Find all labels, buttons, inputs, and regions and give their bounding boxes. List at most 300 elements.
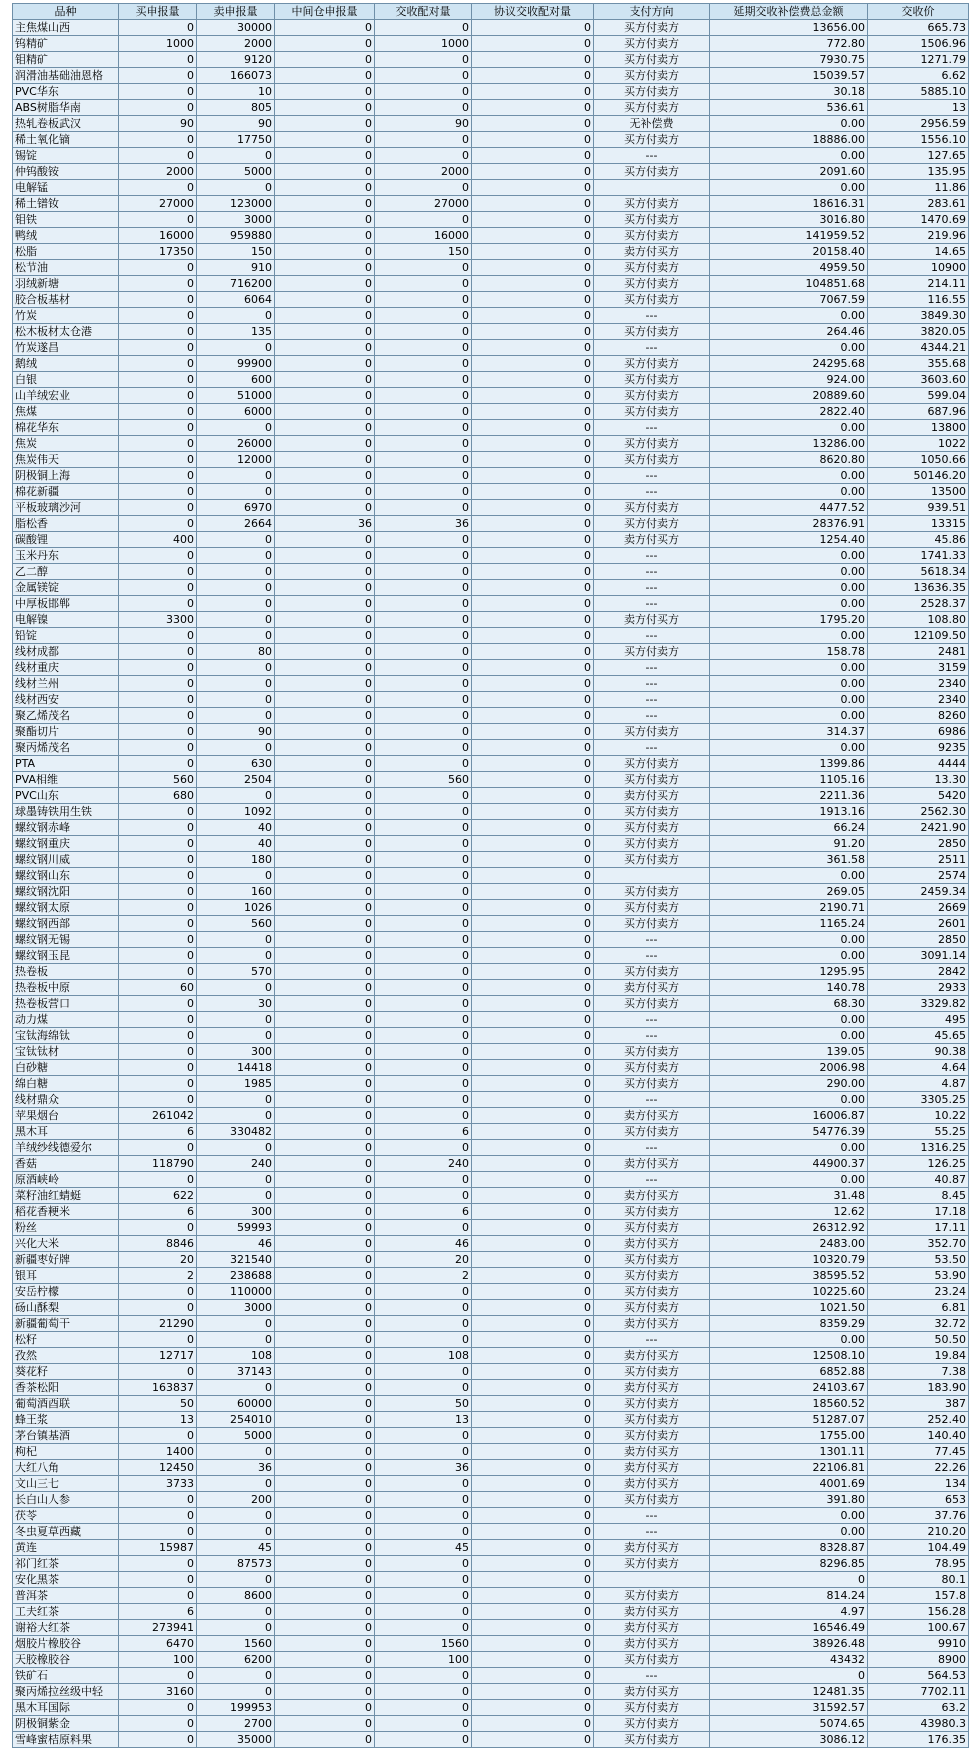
cell-sell-quantity: 805 [197,100,275,116]
cell-agreement-matched-quantity: 0 [472,36,594,52]
cell-intermediate-quantity: 0 [275,1172,375,1188]
cell-payment-direction: 买方付卖方 [594,388,710,404]
cell-agreement-matched-quantity: 0 [472,228,594,244]
cell-sell-quantity: 0 [197,308,275,324]
cell-variety: 松节油 [13,260,119,276]
table-row [13,1284,969,1300]
cell-compensation-total: 0.00 [710,692,868,708]
cell-buy-quantity: 20 [119,1252,197,1268]
cell-intermediate-quantity: 0 [275,804,375,820]
cell-compensation-total: 18616.31 [710,196,868,212]
cell-sell-quantity: 254010 [197,1412,275,1428]
cell-delivery-price: 2850 [868,932,969,948]
cell-agreement-matched-quantity: 0 [472,836,594,852]
cell-buy-quantity: 1400 [119,1444,197,1460]
cell-intermediate-quantity: 0 [275,996,375,1012]
cell-intermediate-quantity: 0 [275,420,375,436]
cell-compensation-total: 1795.20 [710,612,868,628]
cell-sell-quantity: 80 [197,644,275,660]
delivery-table-wrapper [12,3,969,1748]
cell-buy-quantity: 273941 [119,1620,197,1636]
cell-delivery-price: 63.2 [868,1700,969,1716]
cell-intermediate-quantity: 0 [275,1220,375,1236]
cell-payment-direction: 买方付卖方 [594,756,710,772]
cell-payment-direction: --- [594,420,710,436]
cell-delivery-price: 100.67 [868,1620,969,1636]
table-row [13,292,969,308]
cell-matched-quantity: 0 [375,1444,472,1460]
cell-delivery-price: 2511 [868,852,969,868]
cell-delivery-price: 10.22 [868,1108,969,1124]
cell-intermediate-quantity: 0 [275,1316,375,1332]
cell-matched-quantity: 0 [375,708,472,724]
cell-buy-quantity: 0 [119,548,197,564]
cell-intermediate-quantity: 0 [275,1300,375,1316]
cell-variety: 黑木耳 [13,1124,119,1140]
cell-compensation-total: 391.80 [710,1492,868,1508]
cell-sell-quantity: 36 [197,1460,275,1476]
cell-delivery-price: 90.38 [868,1044,969,1060]
cell-delivery-price: 8900 [868,1652,969,1668]
cell-compensation-total: 1254.40 [710,532,868,548]
cell-buy-quantity: 0 [119,964,197,980]
cell-compensation-total: 2006.98 [710,1060,868,1076]
cell-matched-quantity: 0 [375,292,472,308]
cell-buy-quantity: 0 [119,436,197,452]
cell-sell-quantity: 99900 [197,356,275,372]
cell-sell-quantity: 123000 [197,196,275,212]
cell-agreement-matched-quantity: 0 [472,388,594,404]
cell-payment-direction: --- [594,1524,710,1540]
cell-sell-quantity: 0 [197,564,275,580]
cell-sell-quantity: 2664 [197,516,275,532]
cell-payment-direction: 买方付卖方 [594,1268,710,1284]
cell-intermediate-quantity: 0 [275,1060,375,1076]
cell-buy-quantity: 0 [119,404,197,420]
cell-delivery-price: 6.81 [868,1300,969,1316]
cell-variety: 苹果烟台 [13,1108,119,1124]
cell-intermediate-quantity: 0 [275,1012,375,1028]
cell-intermediate-quantity: 0 [275,708,375,724]
cell-matched-quantity: 0 [375,388,472,404]
cell-delivery-price: 5885.10 [868,84,969,100]
cell-agreement-matched-quantity: 0 [472,1524,594,1540]
cell-buy-quantity: 0 [119,1588,197,1604]
table-row [13,900,969,916]
cell-agreement-matched-quantity: 0 [472,1044,594,1060]
cell-compensation-total: 290.00 [710,1076,868,1092]
cell-matched-quantity: 0 [375,308,472,324]
cell-intermediate-quantity: 0 [275,1284,375,1300]
cell-intermediate-quantity: 0 [275,660,375,676]
cell-buy-quantity: 0 [119,1012,197,1028]
cell-compensation-total: 0.00 [710,1012,868,1028]
table-row [13,980,969,996]
table-row [13,148,969,164]
cell-payment-direction: 卖方付买方 [594,1108,710,1124]
cell-matched-quantity: 0 [375,1524,472,1540]
table-row [13,276,969,292]
cell-sell-quantity: 0 [197,660,275,676]
cell-matched-quantity: 0 [375,788,472,804]
cell-payment-direction: --- [594,596,710,612]
table-row [13,356,969,372]
cell-matched-quantity: 0 [375,100,472,116]
cell-variety: 祁门红茶 [13,1556,119,1572]
table-row [13,1572,969,1588]
table-row [13,372,969,388]
cell-buy-quantity: 0 [119,1428,197,1444]
cell-payment-direction: --- [594,1508,710,1524]
cell-compensation-total: 0 [710,1668,868,1684]
cell-agreement-matched-quantity: 0 [472,1396,594,1412]
cell-matched-quantity: 0 [375,564,472,580]
cell-variety: 天胶橡胶谷 [13,1652,119,1668]
cell-payment-direction: --- [594,628,710,644]
cell-payment-direction: 买方付卖方 [594,292,710,308]
cell-compensation-total: 1913.16 [710,804,868,820]
table-row [13,1188,969,1204]
cell-variety: 文山三七 [13,1476,119,1492]
cell-intermediate-quantity: 0 [275,836,375,852]
cell-matched-quantity: 0 [375,996,472,1012]
cell-sell-quantity: 150 [197,244,275,260]
cell-intermediate-quantity: 0 [275,932,375,948]
cell-compensation-total: 43432 [710,1652,868,1668]
cell-matched-quantity: 0 [375,1188,472,1204]
cell-sell-quantity: 0 [197,1140,275,1156]
cell-sell-quantity: 330482 [197,1124,275,1140]
cell-delivery-price: 5618.34 [868,564,969,580]
cell-sell-quantity: 0 [197,612,275,628]
cell-buy-quantity: 0 [119,1716,197,1732]
cell-sell-quantity: 560 [197,916,275,932]
cell-compensation-total: 139.05 [710,1044,868,1060]
cell-matched-quantity: 0 [375,340,472,356]
cell-delivery-price: 3329.82 [868,996,969,1012]
cell-payment-direction: 买方付卖方 [594,100,710,116]
cell-sell-quantity: 5000 [197,164,275,180]
cell-compensation-total: 16006.87 [710,1108,868,1124]
header-agreement-matched-quantity: 协议交收配对量 [472,4,594,20]
cell-compensation-total: 2822.40 [710,404,868,420]
cell-agreement-matched-quantity: 0 [472,516,594,532]
cell-delivery-price: 3305.25 [868,1092,969,1108]
cell-buy-quantity: 0 [119,564,197,580]
cell-sell-quantity: 59993 [197,1220,275,1236]
cell-intermediate-quantity: 0 [275,564,375,580]
table-row [13,1476,969,1492]
cell-compensation-total: 1021.50 [710,1300,868,1316]
cell-payment-direction: 买方付卖方 [594,996,710,1012]
cell-agreement-matched-quantity: 0 [472,1668,594,1684]
cell-sell-quantity: 8600 [197,1588,275,1604]
cell-matched-quantity: 0 [375,468,472,484]
cell-variety: 黑木耳国际 [13,1700,119,1716]
cell-sell-quantity: 135 [197,324,275,340]
cell-compensation-total: 772.80 [710,36,868,52]
cell-buy-quantity: 13 [119,1412,197,1428]
cell-variety: 螺纹钢重庆 [13,836,119,852]
cell-buy-quantity: 0 [119,180,197,196]
cell-sell-quantity: 0 [197,788,275,804]
cell-agreement-matched-quantity: 0 [472,740,594,756]
cell-compensation-total: 24103.67 [710,1380,868,1396]
cell-variety: 粉丝 [13,1220,119,1236]
table-row [13,916,969,932]
table-row [13,404,969,420]
table-row [13,1300,969,1316]
cell-intermediate-quantity: 0 [275,148,375,164]
cell-buy-quantity: 0 [119,804,197,820]
cell-agreement-matched-quantity: 0 [472,980,594,996]
cell-variety: 螺纹钢沈阳 [13,884,119,900]
table-row [13,964,969,980]
cell-buy-quantity: 0 [119,324,197,340]
cell-payment-direction: --- [594,740,710,756]
table-row [13,1252,969,1268]
cell-compensation-total: 31592.57 [710,1700,868,1716]
cell-delivery-price: 9235 [868,740,969,756]
cell-payment-direction: 买方付卖方 [594,1588,710,1604]
cell-matched-quantity: 108 [375,1348,472,1364]
cell-payment-direction: 卖方付买方 [594,532,710,548]
cell-intermediate-quantity: 0 [275,276,375,292]
cell-intermediate-quantity: 0 [275,1428,375,1444]
cell-matched-quantity: 0 [375,1732,472,1748]
cell-intermediate-quantity: 0 [275,548,375,564]
cell-variety: 白银 [13,372,119,388]
cell-compensation-total: 68.30 [710,996,868,1012]
cell-matched-quantity: 0 [375,1428,472,1444]
cell-buy-quantity: 400 [119,532,197,548]
cell-variety: 葵花籽 [13,1364,119,1380]
table-body [13,20,969,1748]
cell-payment-direction: 卖方付买方 [594,1460,710,1476]
cell-variety: 棉花新疆 [13,484,119,500]
cell-payment-direction: 卖方付买方 [594,788,710,804]
cell-variety: 山羊绒宏业 [13,388,119,404]
cell-variety: 螺纹钢西部 [13,916,119,932]
cell-variety: 茯苓 [13,1508,119,1524]
cell-payment-direction: 卖方付买方 [594,1236,710,1252]
cell-sell-quantity: 90 [197,116,275,132]
cell-compensation-total: 0.00 [710,932,868,948]
cell-intermediate-quantity: 0 [275,324,375,340]
table-row [13,1604,969,1620]
table-row [13,788,969,804]
cell-sell-quantity: 0 [197,148,275,164]
cell-delivery-price: 6986 [868,724,969,740]
cell-payment-direction: 买方付卖方 [594,1412,710,1428]
cell-delivery-price: 3159 [868,660,969,676]
cell-sell-quantity: 0 [197,980,275,996]
cell-variety: 金属镁锭 [13,580,119,596]
cell-variety: 玉米丹东 [13,548,119,564]
cell-compensation-total: 15039.57 [710,68,868,84]
cell-buy-quantity: 6470 [119,1636,197,1652]
cell-compensation-total: 10320.79 [710,1252,868,1268]
cell-variety: 谢裕大红茶 [13,1620,119,1636]
cell-payment-direction: 买方付卖方 [594,852,710,868]
cell-intermediate-quantity: 0 [275,1460,375,1476]
cell-agreement-matched-quantity: 0 [472,1444,594,1460]
cell-payment-direction: --- [594,340,710,356]
cell-matched-quantity: 45 [375,1540,472,1556]
cell-intermediate-quantity: 0 [275,244,375,260]
table-row [13,948,969,964]
cell-buy-quantity: 0 [119,756,197,772]
cell-agreement-matched-quantity: 0 [472,68,594,84]
cell-matched-quantity: 0 [375,1364,472,1380]
cell-compensation-total: 7930.75 [710,52,868,68]
cell-sell-quantity: 26000 [197,436,275,452]
cell-buy-quantity: 0 [119,692,197,708]
cell-variety: PTA [13,756,119,772]
cell-intermediate-quantity: 0 [275,1092,375,1108]
cell-intermediate-quantity: 0 [275,20,375,36]
cell-payment-direction: 卖方付买方 [594,1604,710,1620]
cell-delivery-price: 135.95 [868,164,969,180]
cell-sell-quantity: 0 [197,532,275,548]
cell-buy-quantity: 0 [119,1284,197,1300]
cell-compensation-total: 44900.37 [710,1156,868,1172]
cell-delivery-price: 183.90 [868,1380,969,1396]
cell-sell-quantity: 46 [197,1236,275,1252]
cell-payment-direction: 买方付卖方 [594,884,710,900]
cell-compensation-total: 26312.92 [710,1220,868,1236]
table-row [13,644,969,660]
cell-buy-quantity: 0 [119,1364,197,1380]
cell-buy-quantity: 0 [119,132,197,148]
cell-buy-quantity: 0 [119,1492,197,1508]
cell-matched-quantity: 0 [375,500,472,516]
cell-intermediate-quantity: 0 [275,884,375,900]
cell-payment-direction: 买方付卖方 [594,196,710,212]
cell-delivery-price: 11.86 [868,180,969,196]
cell-buy-quantity: 0 [119,644,197,660]
cell-variety: 螺纹钢无锡 [13,932,119,948]
cell-buy-quantity: 0 [119,260,197,276]
cell-buy-quantity: 3160 [119,1684,197,1700]
cell-variety: 稀土镨钕 [13,196,119,212]
cell-variety: 球墨铸铁用生铁 [13,804,119,820]
cell-variety: 中厚板邯郸 [13,596,119,612]
table-row [13,1428,969,1444]
delivery-summary-table [12,3,969,1748]
cell-variety: 线材重庆 [13,660,119,676]
cell-payment-direction: --- [594,308,710,324]
cell-sell-quantity: 1026 [197,900,275,916]
table-row [13,1508,969,1524]
table-row [13,1716,969,1732]
cell-buy-quantity: 0 [119,100,197,116]
cell-delivery-price: 7.38 [868,1364,969,1380]
cell-sell-quantity: 0 [197,548,275,564]
cell-compensation-total: 91.20 [710,836,868,852]
cell-payment-direction: --- [594,932,710,948]
cell-intermediate-quantity: 0 [275,1396,375,1412]
cell-variety: 大红八角 [13,1460,119,1476]
cell-intermediate-quantity: 0 [275,900,375,916]
cell-delivery-price: 13800 [868,420,969,436]
cell-buy-quantity: 0 [119,484,197,500]
cell-buy-quantity: 60 [119,980,197,996]
cell-delivery-price: 80.1 [868,1572,969,1588]
cell-buy-quantity: 1000 [119,36,197,52]
cell-variety: 鹅绒 [13,356,119,372]
cell-delivery-price: 5420 [868,788,969,804]
cell-matched-quantity: 0 [375,612,472,628]
cell-intermediate-quantity: 0 [275,1236,375,1252]
cell-variety: 螺纹钢山东 [13,868,119,884]
cell-matched-quantity: 0 [375,932,472,948]
cell-compensation-total: 0.00 [710,484,868,500]
cell-variety: PVC山东 [13,788,119,804]
cell-agreement-matched-quantity: 0 [472,260,594,276]
cell-buy-quantity: 12450 [119,1460,197,1476]
cell-matched-quantity: 0 [375,596,472,612]
cell-variety: 工夫红茶 [13,1604,119,1620]
cell-delivery-price: 55.25 [868,1124,969,1140]
cell-payment-direction: 买方付卖方 [594,500,710,516]
cell-sell-quantity: 0 [197,1604,275,1620]
cell-payment-direction: 卖方付买方 [594,1444,710,1460]
cell-payment-direction: 买方付卖方 [594,84,710,100]
cell-payment-direction: --- [594,708,710,724]
cell-variety: 碳酸锂 [13,532,119,548]
cell-buy-quantity: 0 [119,68,197,84]
cell-variety: 胶合板基材 [13,292,119,308]
cell-delivery-price: 2669 [868,900,969,916]
cell-agreement-matched-quantity: 0 [472,1412,594,1428]
cell-intermediate-quantity: 0 [275,1588,375,1604]
cell-buy-quantity: 680 [119,788,197,804]
cell-compensation-total: 0.00 [710,468,868,484]
cell-matched-quantity: 6 [375,1204,472,1220]
cell-compensation-total: 1165.24 [710,916,868,932]
cell-sell-quantity: 160 [197,884,275,900]
cell-intermediate-quantity: 0 [275,1572,375,1588]
table-row [13,1172,969,1188]
cell-agreement-matched-quantity: 0 [472,1284,594,1300]
cell-compensation-total: 141959.52 [710,228,868,244]
cell-intermediate-quantity: 0 [275,1268,375,1284]
table-row [13,820,969,836]
table-row [13,1236,969,1252]
cell-matched-quantity: 0 [375,148,472,164]
table-row [13,692,969,708]
cell-sell-quantity: 600 [197,372,275,388]
cell-delivery-price: 13500 [868,484,969,500]
cell-compensation-total: 0.00 [710,564,868,580]
cell-delivery-price: 599.04 [868,388,969,404]
cell-payment-direction: 无补偿费 [594,116,710,132]
cell-compensation-total: 18560.52 [710,1396,868,1412]
cell-sell-quantity: 0 [197,1316,275,1332]
cell-payment-direction: 卖方付买方 [594,1188,710,1204]
cell-matched-quantity: 0 [375,1476,472,1492]
cell-buy-quantity: 0 [119,852,197,868]
cell-matched-quantity: 0 [375,980,472,996]
cell-delivery-price: 2340 [868,676,969,692]
cell-agreement-matched-quantity: 0 [472,1028,594,1044]
cell-intermediate-quantity: 0 [275,1716,375,1732]
cell-delivery-price: 17.11 [868,1220,969,1236]
table-row [13,180,969,196]
cell-agreement-matched-quantity: 0 [472,1700,594,1716]
cell-variety: 白砂糖 [13,1060,119,1076]
